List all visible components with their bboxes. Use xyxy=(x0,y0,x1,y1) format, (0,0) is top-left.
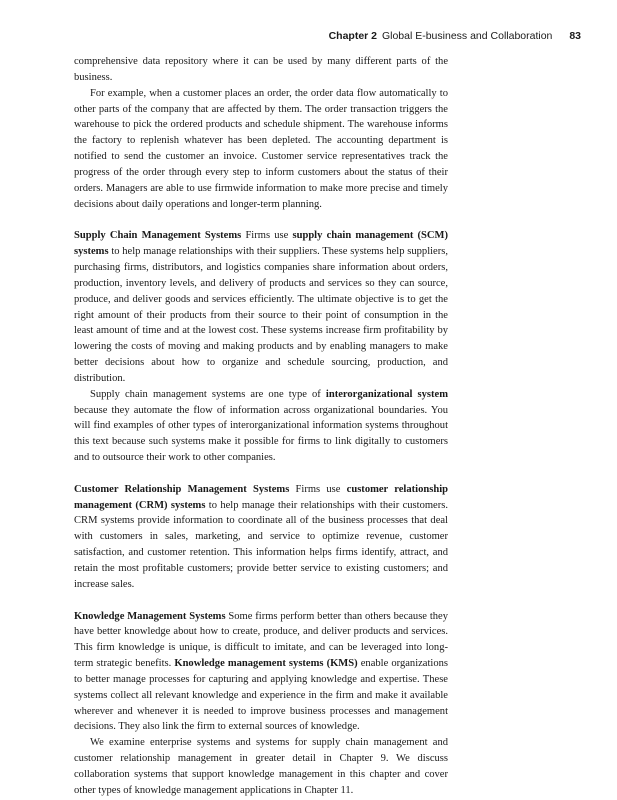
body-text xyxy=(74,54,448,799)
running-header xyxy=(329,30,581,42)
section-heading-scm: Supply Chain Management Systems xyxy=(74,230,242,242)
key-term-crm: customer relationship management (CRM) systems xyxy=(74,483,448,511)
paragraph-interorganizational: Supply chain management systems are one type of interorganizational system because they automate the flow of information across organizational boundaries. You will find examples of other types of interorganizational information systems throughout this text because such systems make it possible for firms to link digitally to customers and to outsource their work to other companies. xyxy=(74,388,448,464)
paragraph-crm: Customer Relationship Management Systems Firms use customer relationship management (CRM) systems to help manage their relationships with their customers. CRM systems provide information to coordinate all of the business processes that deal with customers in sales, marketing, and service to optimize revenue, customer satisfaction, and customer retention. This information helps firms identify, attract, and retain the most profitable customers; provide better service to existing customers; and increase sales. xyxy=(74,483,448,590)
page-number: 83 xyxy=(569,30,581,42)
paragraph-scm: Supply Chain Management Systems Firms use supply chain management (SCM) systems to help manage relationships with their suppliers. These systems help suppliers, purchasing firms, distributors, and logistics companies share information about orders, production, inventory levels, and delivery of products and services so they can source, produce, and deliver goods and services efficiently. The ultimate objective is to get the right amount of their products from their source to their point of consumption in the least amount of time and at the lowest cost. These systems increase firm profitability by lowering the costs of moving and making products and by enabling managers to make better decisions about how to organize and schedule sourcing, production, and distribution. xyxy=(74,230,449,384)
key-term-interorganizational: interorganizational system xyxy=(325,388,448,400)
paragraph-closing: We examine enterprise systems and systems for supply chain management and customer relationship management in greater detail in Chapter 9. We discuss collaboration systems that support knowledge management in this chapter and cover other types of knowledge management applications in Chapter 11. xyxy=(74,737,448,796)
key-term-scm: supply chain management (SCM) systems xyxy=(74,230,449,258)
chapter-title: Global E-business and Collaboration xyxy=(381,30,553,42)
paragraph-order-example: For example, when a customer places an order, the order data flow automatically to other parts of the company that are affected by them. The order transaction triggers the warehouse to pick the ordered products and schedule shipment. The warehouse informs the factory to replenish whatever has been depleted. The accounting department is notified to send the customer an invoice. Customer service representatives track the progress of the order through every step to inform customers about the status of their orders. Managers are able to use firmwide information to make more precise and timely decisions about daily operations and longer-term planning. xyxy=(74,87,448,210)
paragraph-kms: Knowledge Management Systems Some firms perform better than others because they have better knowledge about how to create, produce, and deliver products and services. This firm knowledge is unique, is difficult to imitate, and can be leveraged into long-term strategic benefits. Knowledge management systems (KMS) enable organizations to better manage processes for capturing and applying knowledge and expertise. These systems collect all relevant knowledge and experience in the firm and make it available wherever and whenever it is needed to improve business processes and management decisions. They also link the firm to external sources of knowledge. xyxy=(74,610,448,733)
paragraph-continued: comprehensive data repository where it can be used by many different parts of the business. xyxy=(74,56,448,83)
key-term-kms: Knowledge management systems (KMS) xyxy=(174,658,358,670)
chapter-label: Chapter 2 xyxy=(328,30,378,42)
section-heading-crm: Customer Relationship Management Systems xyxy=(74,483,290,495)
section-heading-kms: Knowledge Management Systems xyxy=(74,610,226,622)
